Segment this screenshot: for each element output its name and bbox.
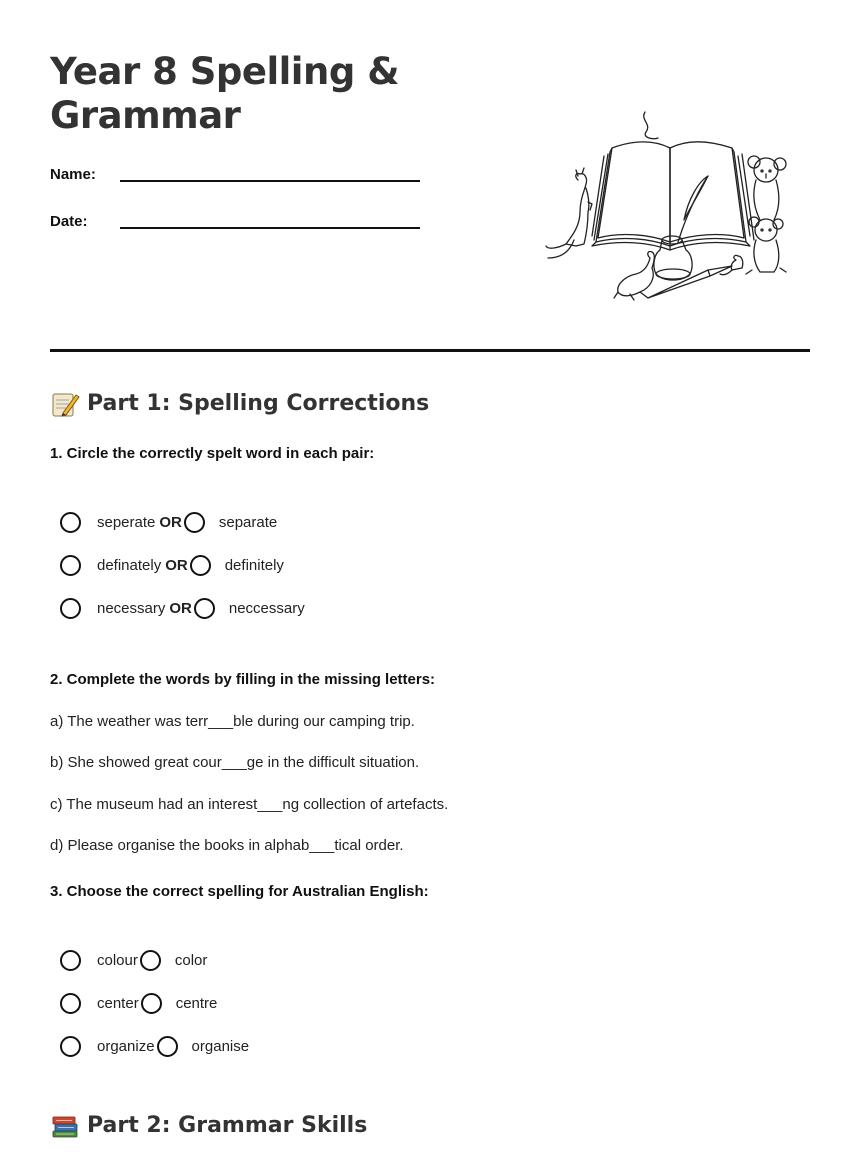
option-label: seperate bbox=[97, 513, 156, 531]
q3-pair-row bbox=[60, 947, 207, 973]
question-3-prompt: 3. Choose the correct spelling for Australian English: bbox=[50, 883, 429, 900]
q1-pair-row bbox=[60, 509, 277, 535]
mouse-icon bbox=[720, 255, 743, 274]
kangaroo-icon bbox=[546, 168, 592, 258]
quill-icon bbox=[678, 176, 708, 242]
radio-option[interactable] bbox=[60, 598, 81, 619]
part2-heading bbox=[50, 1110, 367, 1142]
name-label: Name: bbox=[50, 166, 96, 183]
question-1-prompt: 1. Circle the correctly spelt word in each pair: bbox=[50, 445, 375, 462]
header-divider bbox=[50, 349, 810, 352]
q3-pair-row bbox=[60, 1033, 249, 1059]
q1-pair-row bbox=[60, 552, 284, 578]
part1-heading-text: Part 1: Spelling Corrections bbox=[87, 391, 430, 416]
or-label: OR bbox=[165, 556, 188, 574]
date-line[interactable] bbox=[120, 227, 420, 229]
radio-option[interactable] bbox=[140, 950, 161, 971]
radio-option[interactable] bbox=[157, 1036, 178, 1057]
fill-in-item: d) Please organise the books in alphab___tical order. bbox=[50, 837, 404, 854]
or-label: OR bbox=[169, 599, 192, 617]
date-label: Date: bbox=[50, 213, 88, 230]
radio-option[interactable] bbox=[184, 512, 205, 533]
books-icon bbox=[50, 1111, 80, 1141]
radio-option[interactable] bbox=[141, 993, 162, 1014]
option-label: definately bbox=[97, 556, 162, 574]
date-field bbox=[50, 213, 430, 237]
koala-icon bbox=[748, 156, 786, 220]
worksheet-title: Year 8 Spelling & Grammar bbox=[50, 50, 399, 137]
q1-pair-row bbox=[60, 595, 305, 621]
memo-icon bbox=[50, 389, 80, 419]
radio-option[interactable] bbox=[60, 1036, 81, 1057]
open-book-icon bbox=[592, 142, 754, 250]
option-label: colour bbox=[97, 951, 138, 969]
book-animals-illustration bbox=[540, 108, 800, 308]
radio-option[interactable] bbox=[190, 555, 211, 576]
name-field bbox=[50, 166, 430, 190]
option-label: definitely bbox=[224, 556, 284, 574]
or-label: OR bbox=[159, 513, 182, 531]
steam-icon bbox=[644, 112, 658, 139]
part1-heading bbox=[50, 388, 429, 420]
radio-option[interactable] bbox=[60, 950, 81, 971]
option-label: centre bbox=[175, 994, 218, 1012]
option-label: necessary bbox=[97, 599, 166, 617]
fill-in-item: c) The museum had an interest___ng collection of artefacts. bbox=[50, 796, 449, 813]
option-label: neccessary bbox=[228, 599, 305, 617]
radio-option[interactable] bbox=[60, 512, 81, 533]
name-line[interactable] bbox=[120, 180, 420, 182]
q3-pair-row bbox=[60, 990, 217, 1016]
fill-in-item: b) She showed great cour___ge in the difficult situation. bbox=[50, 754, 420, 771]
option-label: organize bbox=[97, 1037, 155, 1055]
option-label: organise bbox=[191, 1037, 250, 1055]
radio-option[interactable] bbox=[60, 993, 81, 1014]
option-label: center bbox=[97, 994, 139, 1012]
radio-option[interactable] bbox=[60, 555, 81, 576]
small-kangaroo-icon bbox=[614, 251, 654, 300]
option-label: color bbox=[174, 951, 208, 969]
option-label: separate bbox=[218, 513, 278, 531]
question-2-prompt: 2. Complete the words by filling in the missing letters: bbox=[50, 671, 436, 688]
part2-heading-text: Part 2: Grammar Skills bbox=[87, 1113, 368, 1138]
radio-option[interactable] bbox=[194, 598, 215, 619]
fill-in-item: a) The weather was terr___ble during our camping trip. bbox=[50, 713, 415, 730]
